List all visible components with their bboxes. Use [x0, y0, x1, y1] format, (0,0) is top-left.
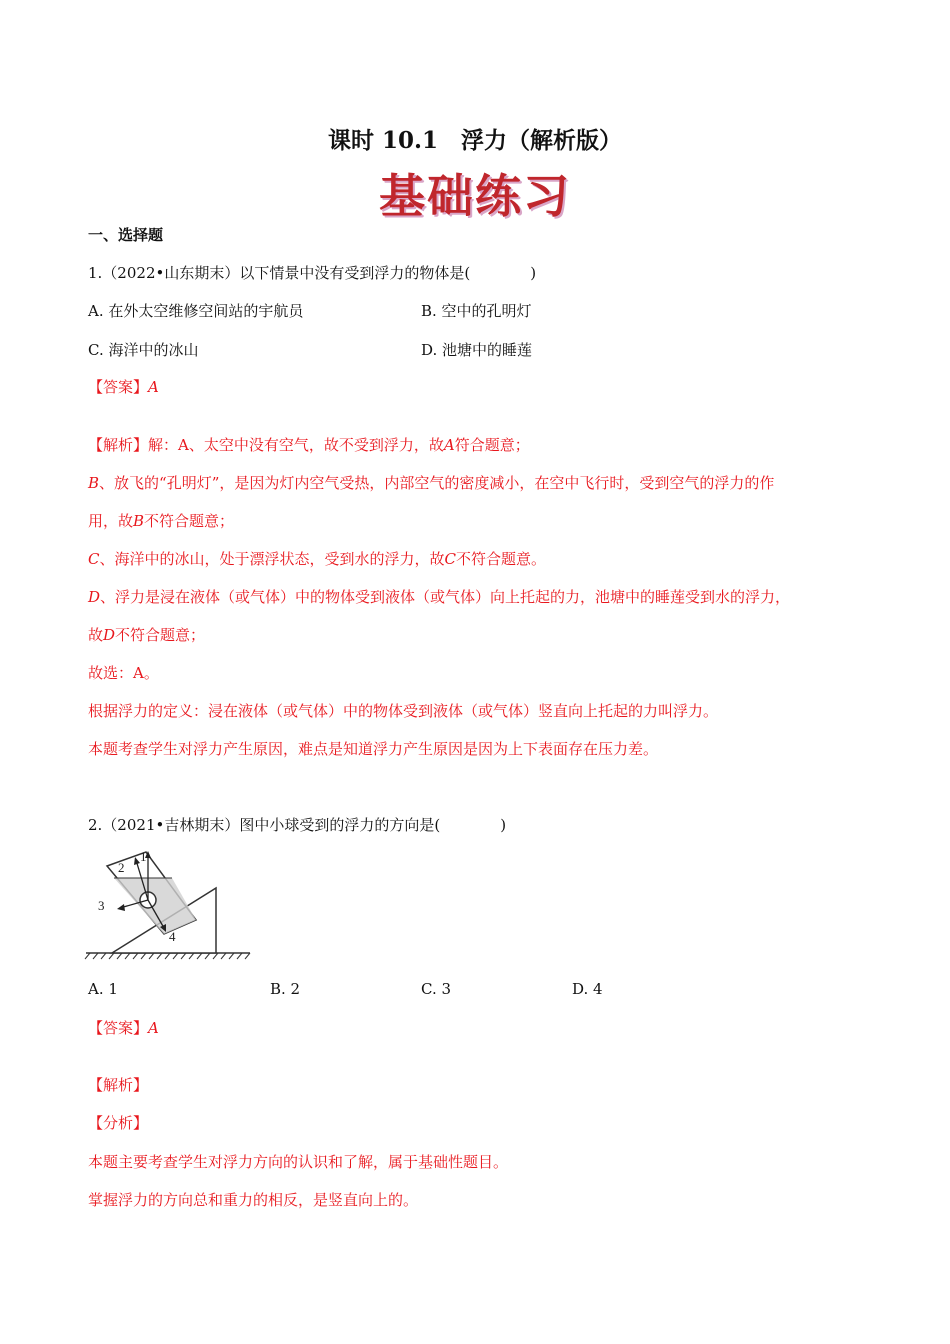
q1-analysis-text: 、海洋中的冰山，处于漂浮状态，受到水的浮力，故 [99, 550, 445, 568]
q1-analysis-text: 、浮力是浸在液体（或气体）中的物体受到液体（或气体）向上托起的力，池塘中的睡莲受到水的浮力， [100, 588, 791, 606]
q2-option-b: B. 2 [270, 980, 301, 998]
ground-hatching [85, 953, 250, 959]
q2-analysis-line-2: 掌握浮力的方向总和重力的相反，是竖直向上的。 [88, 1191, 419, 1209]
q2-answer-value: A [148, 1019, 159, 1037]
page-subtitle: 基础练习 [379, 169, 571, 223]
q1-option-d: D. 池塘中的睡莲 [421, 341, 533, 359]
q1-option-a: A. 在外太空维修空间站的宇航员 [88, 302, 304, 320]
q1-analysis-line-6 [88, 624, 205, 645]
q1-analysis-line-9: 本题考查学生对浮力产生原因，难点是知道浮力产生原因是因为上下表面存在压力差。 [88, 740, 659, 758]
q1-analysis-letter: D [88, 588, 101, 606]
q1-analysis-line-8: 根据浮力的定义：浸在液体（或气体）中的物体受到液体（或气体）竖直向上托起的力叫浮力。 [88, 702, 719, 720]
page-title: 课时 10.1 浮力（解析版） [327, 127, 623, 154]
q1-answer-value: A [148, 378, 159, 396]
q2-answer [88, 1017, 159, 1038]
arrow-3-head [117, 904, 125, 911]
q1-analysis-line-1 [88, 434, 530, 455]
q1-answer [88, 376, 159, 397]
q1-analysis-text: 符合题意； [454, 436, 530, 454]
q1-analysis-text: 、放飞的“孔明灯”，是因为灯内空气受热，内部空气的密度减小，在空中飞行时，受到空气的浮力的作 [99, 474, 775, 492]
q1-analysis-line-7: 故选：A。 [88, 664, 159, 682]
q2-fenxi-label: 【分析】 [88, 1114, 149, 1132]
q1-analysis-text: 用，故 [88, 512, 134, 530]
label-4: 4 [169, 929, 176, 944]
q1-analysis-line-4 [88, 548, 546, 569]
q1-option-b: B. 空中的孔明灯 [421, 302, 532, 320]
q2-analysis-line-1: 本题主要考查学生对浮力方向的认识和了解，属于基础性题目。 [88, 1153, 509, 1171]
label-1: 1 [140, 849, 147, 864]
q1-analysis-text: 不符合题意； [115, 626, 206, 644]
q1-analysis-letter: B [88, 474, 100, 492]
q2-figure-diagram [84, 848, 254, 960]
q1-analysis-line-2 [88, 472, 774, 493]
q1-analysis-text: 故 [88, 626, 104, 644]
q2-option-a: A. 1 [88, 980, 118, 998]
q1-analysis-letter: A [443, 436, 455, 454]
q1-stem: 1.（2022•山东期末）以下情景中没有受到浮力的物体是( ) [88, 264, 537, 282]
q2-stem: 2.（2021•吉林期末）图中小球受到的浮力的方向是( ) [88, 816, 507, 834]
q2-analysis-label: 【解析】 [88, 1076, 149, 1094]
q1-analysis-line-3 [88, 510, 234, 531]
q1-option-c: C. 海洋中的冰山 [88, 341, 199, 359]
q1-answer-label: 【答案】 [88, 378, 149, 396]
q1-analysis-text: 解：A、太空中没有空气，故不受到浮力，故 [148, 436, 444, 454]
q1-analysis-label: 【解析】 [88, 436, 149, 454]
q1-analysis-text: 不符合题意。 [455, 550, 546, 568]
q1-analysis-letter: C [88, 550, 100, 568]
q2-option-d: D. 4 [572, 980, 603, 998]
section-title: 一、选择题 [88, 226, 164, 244]
q2-answer-label: 【答案】 [88, 1019, 149, 1037]
q1-analysis-letter: C [444, 550, 456, 568]
q1-analysis-text: 不符合题意； [144, 512, 235, 530]
q1-analysis-letter: D [103, 626, 116, 644]
label-3: 3 [98, 898, 105, 913]
q1-analysis-letter: B [133, 512, 145, 530]
q1-analysis-line-5 [88, 586, 790, 607]
label-2: 2 [118, 860, 125, 875]
q2-option-c: C. 3 [421, 980, 452, 998]
